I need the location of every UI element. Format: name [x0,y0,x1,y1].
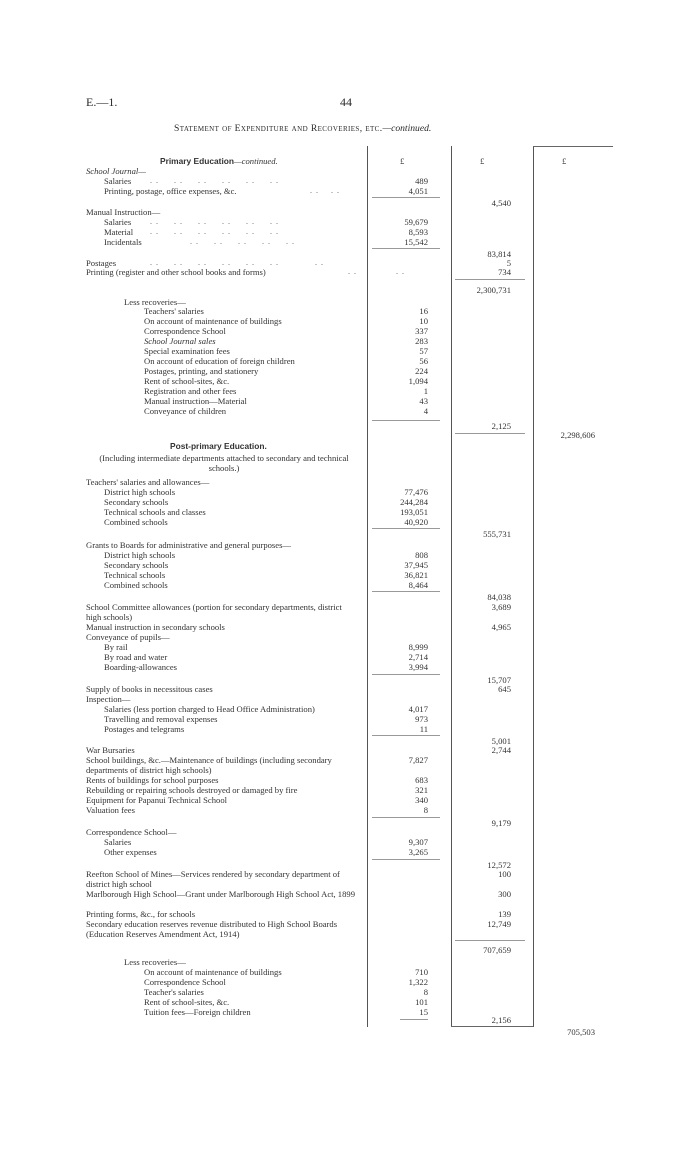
inspection-value: 4,017 [408,704,428,714]
mi-salaries-value: 59,679 [404,217,428,227]
sj-salaries-value: 489 [415,176,428,186]
conveyance-item: Boarding-allowances [104,662,178,672]
sum-rule [400,1019,428,1020]
sum-rule [372,674,440,675]
grants-value: 36,821 [404,570,428,580]
forms-value: 139 [498,909,511,919]
teachers-item: Secondary schools [104,497,169,507]
rec-label: Registration and other fees [144,386,237,396]
column-divider-3 [533,146,534,1027]
leader-dots: . . . . . . . . . . . . [150,217,279,226]
correspondence-label: Correspondence School— [86,827,177,837]
rec-label: Correspondence School [144,326,226,336]
mi-total: 83,814 [487,249,511,259]
teachers-item: Combined schools [104,517,168,527]
reefton-value: 100 [498,869,511,879]
sum-rule [455,279,525,280]
leader-dots: . . . . [348,267,405,276]
war-bursaries-value: 2,744 [491,745,511,755]
conveyance-item: By rail [104,642,128,652]
rents-value: 683 [415,775,428,785]
teachers-item: Technical schools and classes [104,507,206,517]
inspection-value: 11 [419,724,428,734]
rec-value: 337 [415,326,428,336]
rec-label: On account of maintenance of buildings [144,316,282,326]
post-primary-subheading: (Including intermediate departments attached to secondary and technical schools.) [99,453,349,473]
grants-label: Grants to Boards for administrative and general purposes— [86,540,292,550]
equipment-value: 340 [415,795,428,805]
page-number: 44 [340,95,352,109]
statement-title-suffix: —continued. [382,123,432,134]
column-divider-2 [451,146,452,1027]
manual-label: Manual Instruction— [86,207,161,217]
primary-subtotal: 2,300,731 [476,285,511,295]
teachers-label: Teachers' salaries and allowances— [86,477,210,487]
post-rec-label: Tuition fees—Foreign children [144,1007,251,1017]
primary-net-total: 2,298,606 [560,430,595,440]
rents-label: Rents of buildings for school purposes [86,775,219,785]
conveyance-value: 8,999 [408,642,428,652]
report-code: E.—1. [86,95,118,109]
conveyance-total: 15,707 [487,675,511,685]
books-value: 645 [498,684,511,694]
sum-rule [372,528,440,529]
leader-dots: . . . . . . . . . . . . [150,176,279,185]
mi-material-label: Material [104,227,134,237]
committee-value: 3,689 [491,602,511,612]
sum-rule [372,859,440,860]
reserves-value: 12,749 [487,919,511,929]
statement-title-main: Statement of Expenditure and Recoveries, etc. [174,123,383,134]
closing-rule [451,1026,533,1027]
correspondence-item: Salaries [104,837,132,847]
mi-incidentals-value: 15,542 [404,237,428,247]
rebuilding-value: 321 [415,785,428,795]
sj-printing-label: Printing, postage, office expenses, &c. [104,186,237,196]
buildings-label: School buildings, &c.—Maintenance of buildings (including secondary departments of district high schools) [86,755,332,775]
correspondence-item: Other expenses [104,847,157,857]
rec-label: Special examination fees [144,346,230,356]
rec-value: 16 [419,306,428,316]
post-rec-label: On account of maintenance of buildings [144,967,282,977]
manual-secondary-label: Manual instruction in secondary schools [86,622,225,632]
school-journal-label: School Journal— [86,166,146,176]
inspection-value: 973 [415,714,428,724]
primary-heading-suffix: —continued. [234,156,278,166]
buildings-total: 9,179 [491,818,511,828]
rec-value: 224 [415,366,428,376]
sum-rule [372,591,440,592]
post-rec-value: 8 [423,987,428,997]
grants-value: 8,464 [408,580,428,590]
post-primary-subtotal: 707,659 [483,945,511,955]
buildings-value: 7,827 [408,755,428,765]
rec-value: 56 [419,356,428,366]
post-rec-label: Teacher's salaries [144,987,204,997]
rebuilding-label: Rebuilding or repairing schools destroyed or damaged by fire [86,785,298,795]
currency-col-1: £ [400,156,405,166]
sj-printing-value: 4,051 [408,186,428,196]
valuation-label: Valuation fees [86,805,135,815]
post-less-recoveries-label: Less recoveries— [124,957,186,967]
post-primary-heading: Post-primary Education. [170,441,267,451]
teachers-value: 77,476 [404,487,428,497]
rec-label: Teachers' salaries [144,306,204,316]
post-primary-net-total: 705,503 [567,1027,595,1037]
rec-value: 283 [415,336,428,346]
post-rec-value: 15 [419,1007,428,1017]
sum-rule [372,817,440,818]
primary-recoveries-total: 2,125 [491,421,511,431]
sum-rule [372,420,440,421]
rec-value: 43 [419,396,428,406]
printing-register-label: Printing (register and other school books and forms) [86,267,266,277]
post-rec-value: 710 [415,967,428,977]
reserves-label: Secondary education reserves revenue distributed to High School Boards (Education Reserves Amendment Act, 1914) [86,919,338,939]
column-divider-1 [367,146,368,1027]
post-rec-value: 101 [415,997,428,1007]
sum-rule [372,735,440,736]
post-rec-label: Correspondence School [144,977,226,987]
sum-rule [372,197,440,198]
mi-material-value: 8,593 [408,227,428,237]
grants-value: 808 [415,550,428,560]
inspection-item: Travelling and removal expenses [104,714,218,724]
grants-item: District high schools [104,550,176,560]
mi-incidentals-label: Incidentals [104,237,142,247]
committee-label: School Committee allowances (portion for secondary departments, district high schools) [86,602,342,622]
sj-total: 4,540 [491,198,511,208]
rec-label: On account of education of foreign children [144,356,295,366]
grants-value: 37,945 [404,560,428,570]
sum-rule [372,248,440,249]
rec-label: Manual instruction—Material [144,396,247,406]
leader-dots: . . . . . . . . . . [190,237,295,246]
primary-heading-text: Primary Education [160,156,235,166]
rec-label: School Journal sales [144,336,216,346]
valuation-value: 8 [423,805,428,815]
inspection-item: Salaries (less portion charged to Head Office Administration) [104,704,315,714]
primary-heading [160,156,278,166]
manual-secondary-value: 4,965 [491,622,511,632]
grants-total: 84,038 [487,592,511,602]
inspection-total: 5,001 [491,736,511,746]
statement-title [174,123,431,134]
marlborough-label: Marlborough High School—Grant under Marlborough High School Act, 1899 [86,889,355,899]
correspondence-value: 9,307 [408,837,428,847]
inspection-label: Inspection— [86,694,131,704]
sum-rule [455,940,525,941]
correspondence-total: 12,572 [487,860,511,870]
currency-col-3: £ [562,156,567,166]
rec-value: 57 [419,346,428,356]
rec-label: Conveyance of children [144,406,227,416]
marlborough-value: 300 [498,889,511,899]
printing-register-value: 734 [498,267,511,277]
equipment-label: Equipment for Papanui Technical School [86,795,228,805]
rec-label: Postages, printing, and stationery [144,366,259,376]
rec-value: 10 [419,316,428,326]
postages-value: 5 [506,258,511,268]
sum-rule [455,433,525,434]
post-recoveries-total: 2,156 [491,1015,511,1025]
reefton-label: Reefton School of Mines—Services rendered by secondary department of district high school [86,869,340,889]
grants-item: Secondary schools [104,560,169,570]
teachers-item: District high schools [104,487,176,497]
rec-label: Rent of school-sites, &c. [144,376,230,386]
correspondence-value: 3,265 [408,847,428,857]
leader-dots: . . . . [310,186,340,195]
conveyance-label: Conveyance of pupils— [86,632,170,642]
teachers-value: 193,051 [400,507,428,517]
post-rec-value: 1,322 [408,977,428,987]
grants-item: Combined schools [104,580,168,590]
grants-item: Technical schools [104,570,166,580]
books-label: Supply of books in necessitous cases [86,684,213,694]
teachers-value: 40,920 [404,517,428,527]
currency-col-2: £ [480,156,485,166]
conveyance-value: 2,714 [408,652,428,662]
war-bursaries-label: War Bursaries [86,745,135,755]
inspection-item: Postages and telegrams [104,724,185,734]
forms-label: Printing forms, &c., for schools [86,909,196,919]
teachers-value: 244,284 [400,497,428,507]
header-rule [533,146,613,147]
rec-value: 4 [423,406,428,416]
leader-dots: . . . . . . . . . . . . . . [150,258,324,267]
sj-salaries-label: Salaries [104,176,132,186]
leader-dots: . . . . . . . . . . . . [150,227,279,236]
mi-salaries-label: Salaries [104,217,132,227]
postages-label: Postages [86,258,117,268]
conveyance-value: 3,994 [408,662,428,672]
teachers-total: 555,731 [483,529,511,539]
rec-value: 1 [423,386,428,396]
less-recoveries-label: Less recoveries— [124,297,186,307]
post-rec-label: Rent of school-sites, &c. [144,997,230,1007]
conveyance-item: By road and water [104,652,168,662]
rec-value: 1,094 [408,376,428,386]
